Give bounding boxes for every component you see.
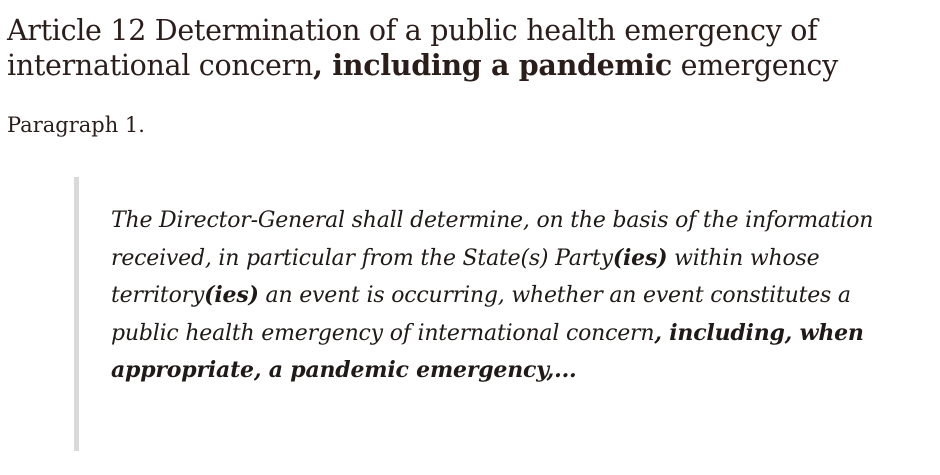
quote-bold-insertion: , including, when appropriate, a pandemic emergency,... — [111, 319, 864, 383]
quote-text — [111, 203, 881, 390]
paragraph-label: Paragraph 1. — [7, 113, 145, 137]
article-heading — [7, 14, 932, 83]
article-title-part2: emergency — [671, 49, 838, 82]
quote-bold-insertion: (ies) — [612, 244, 668, 271]
quote-segment: The Director-General shall determine, on the basis of the information received, in particular from the State(s) Party — [111, 208, 874, 271]
quote-bold-insertion: (ies) — [204, 282, 259, 308]
article-title-bold-insertion: , including a pandemic — [313, 48, 672, 82]
quote-segment: within whose territory — [111, 245, 820, 308]
quote-segment: an event is occurring, whether an event constitutes a public health emergency of international concern — [111, 283, 851, 346]
article-title-part1: Article 12 Determination of a public health emergency of international concern — [7, 14, 818, 82]
blockquote — [74, 177, 894, 451]
